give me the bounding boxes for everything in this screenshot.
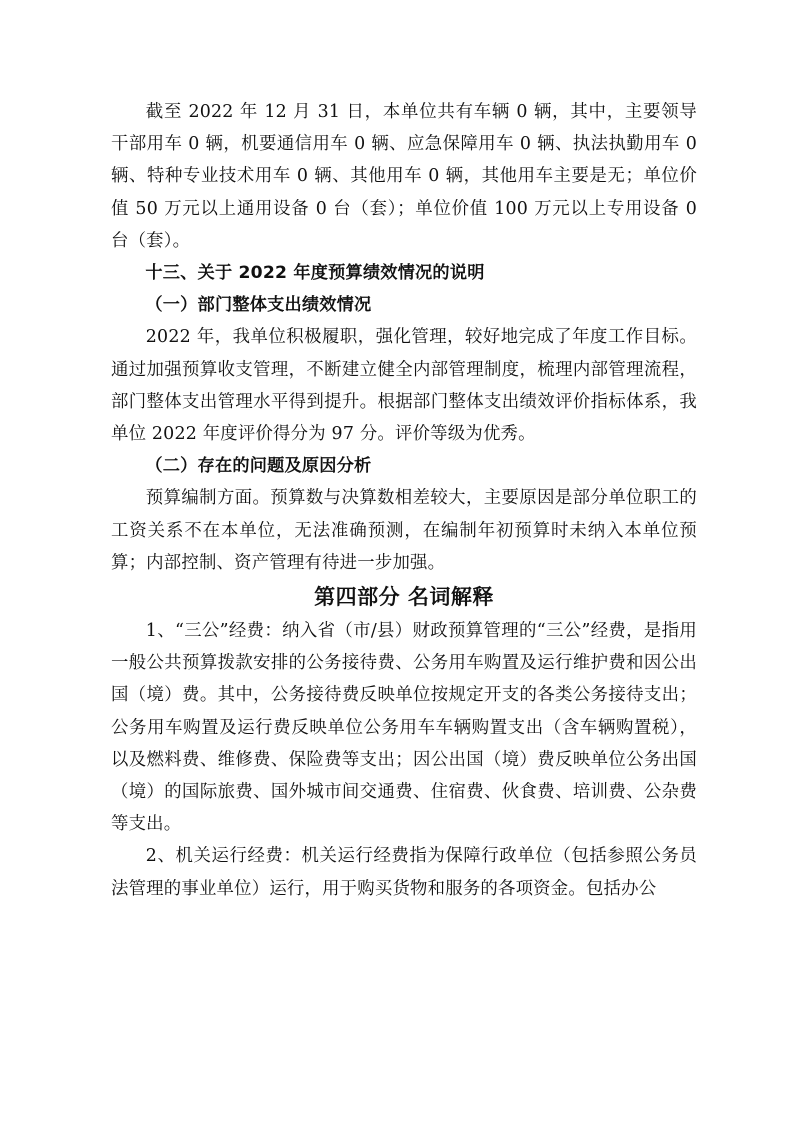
- subsection-2-heading: （二）存在的问题及原因分析: [145, 456, 372, 477]
- definition-item-2: 2、机关运行经费：机关运行经费指为保障行政单位（包括参照公务员法管理的事业单位）运行，用于购买货物和服务的各项资金。包括办公: [111, 846, 697, 899]
- subsection-2-paragraph: 预算编制方面。预算数与决算数相差较大，主要原因是部分单位职工的工资关系不在本单位，无法准确预测，在编制年初预算时未纳入本单位预算；内部控制、资产管理有待进一步加强。: [111, 488, 697, 573]
- page-content: [111, 96, 697, 905]
- section-13-heading: 十三、关于 2022 年度预算绩效情况的说明: [145, 263, 485, 284]
- subsection-1-heading: （一）部门整体支出绩效情况: [145, 295, 372, 316]
- vehicles-paragraph: 截至 2022 年 12 月 31 日，本单位共有车辆 0 辆，其中，主要领导干部用车 0 辆，机要通信用车 0 辆、应急保障用车 0 辆、执法执勤用车 0 辆、特种专业技术用车 0 辆、其他用车 0 辆，其他用车主要是无；单位价值 50 万元以上通用设备 0 台（套）；单位价值 100 万元以上专用设备 0 台（套）。: [111, 102, 697, 251]
- definition-item-1: 1、“三公”经费：纳入省（市/县）财政预算管理的“三公”经费，是指用一般公共预算拨款安排的公务接待费、公务用车购置及运行维护费和因公出国（境）费。其中，公务接待费反映单位按规定开支的各类公务接待支出；公务用车购置及运行费反映单位公务用车车辆购置支出（含车辆购置税），以及燃料费、维修费、保险费等支出；因公出国（境）费反映单位公务出国（境）的国际旅费、国外城市间交通费、住宿费、伙食费、培训费、公杂费等支出。: [111, 621, 697, 835]
- subsection-1-paragraph: 2022 年，我单位积极履职，强化管理，较好地完成了年度工作目标。通过加强预算收支管理，不断建立健全内部管理制度，梳理内部管理流程，部门整体支出管理水平得到提升。根据部门整体支出绩效评价指标体系，我单位 2022 年度评价得分为 97 分。评价等级为优秀。: [111, 327, 697, 445]
- part-4-title: 第四部分 名词解释: [314, 585, 494, 610]
